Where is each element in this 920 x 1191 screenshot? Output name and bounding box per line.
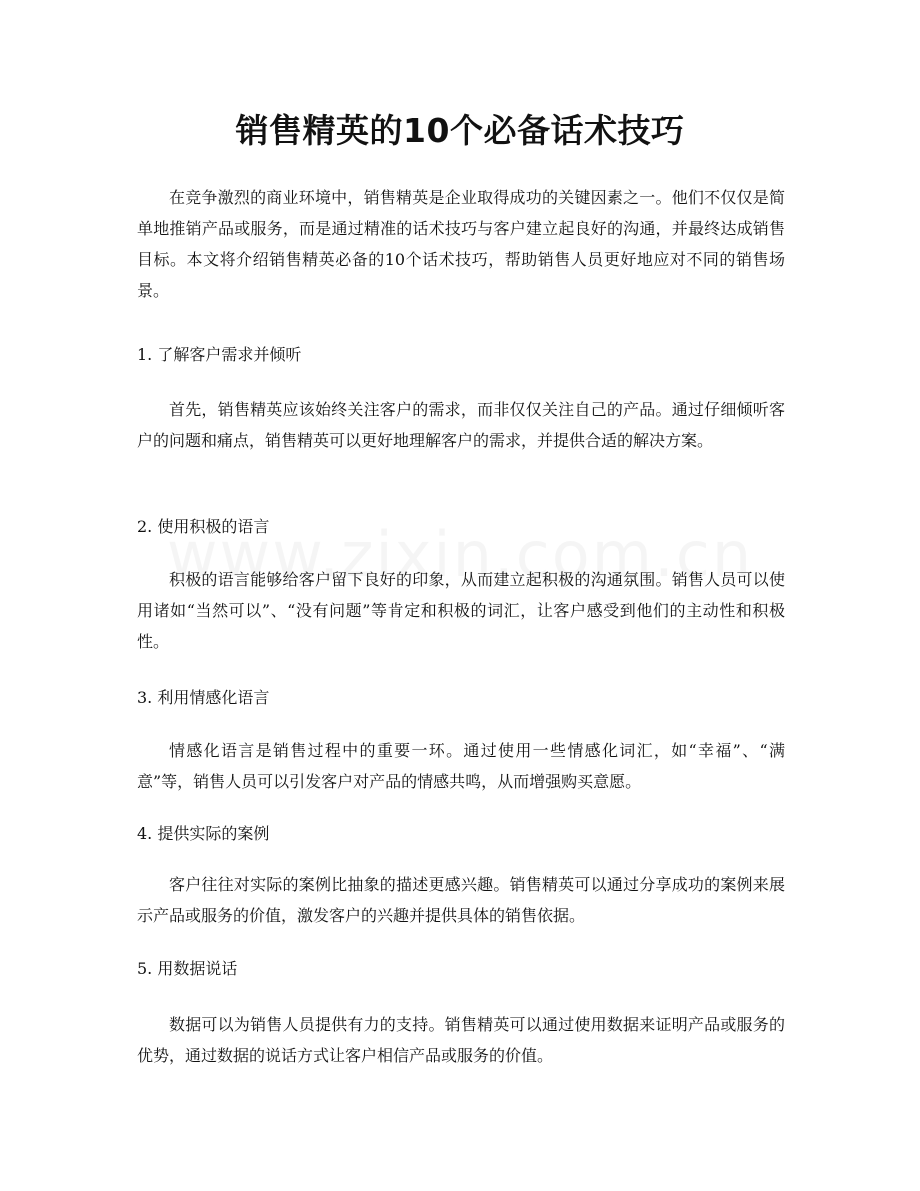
section-body-1: 首先，销售精英应该始终关注客户的需求，而非仅仅关注自己的产品。通过仔细倾听客户的问题和痛点，销售精英可以更好地理解客户的需求，并提供合适的解决方案。	[137, 400, 785, 450]
intro-paragraph: 在竞争激烈的商业环境中，销售精英是企业取得成功的关键因素之一。他们不仅仅是简单地推销产品或服务，而是通过精准的话术技巧与客户建立起良好的沟通，并最终达成销售目标。本文将介绍销售精英必备的10个话术技巧，帮助销售人员更好地应对不同的销售场景。	[137, 188, 785, 300]
section-body-2: 积极的语言能够给客户留下良好的印象，从而建立起积极的沟通氛围。销售人员可以使用诸如“当然可以”、“没有问题”等肯定和积极的词汇，让客户感受到他们的主动性和积极性。	[137, 570, 785, 651]
section-heading-2: 2. 使用积极的语言	[137, 517, 270, 536]
section-body-3: 情感化语言是销售过程中的重要一环。通过使用一些情感化词汇，如“幸福”、“满意”等，销售人员可以引发客户对产品的情感共鸣，从而增强购买意愿。	[137, 741, 785, 791]
section-heading-4: 4. 提供实际的案例	[137, 824, 270, 843]
section-body-5: 数据可以为销售人员提供有力的支持。销售精英可以通过使用数据来证明产品或服务的优势，通过数据的说话方式让客户相信产品或服务的价值。	[137, 1015, 785, 1065]
section-heading-1: 1. 了解客户需求并倾听	[137, 345, 302, 364]
section-body-4: 客户往往对实际的案例比抽象的描述更感兴趣。销售精英可以通过分享成功的案例来展示产品或服务的价值，激发客户的兴趣并提供具体的销售依据。	[137, 875, 785, 925]
page-title: 销售精英的10个必备话术技巧	[235, 111, 685, 150]
section-heading-3: 3. 利用情感化语言	[137, 688, 270, 707]
section-heading-5: 5. 用数据说话	[137, 959, 238, 978]
